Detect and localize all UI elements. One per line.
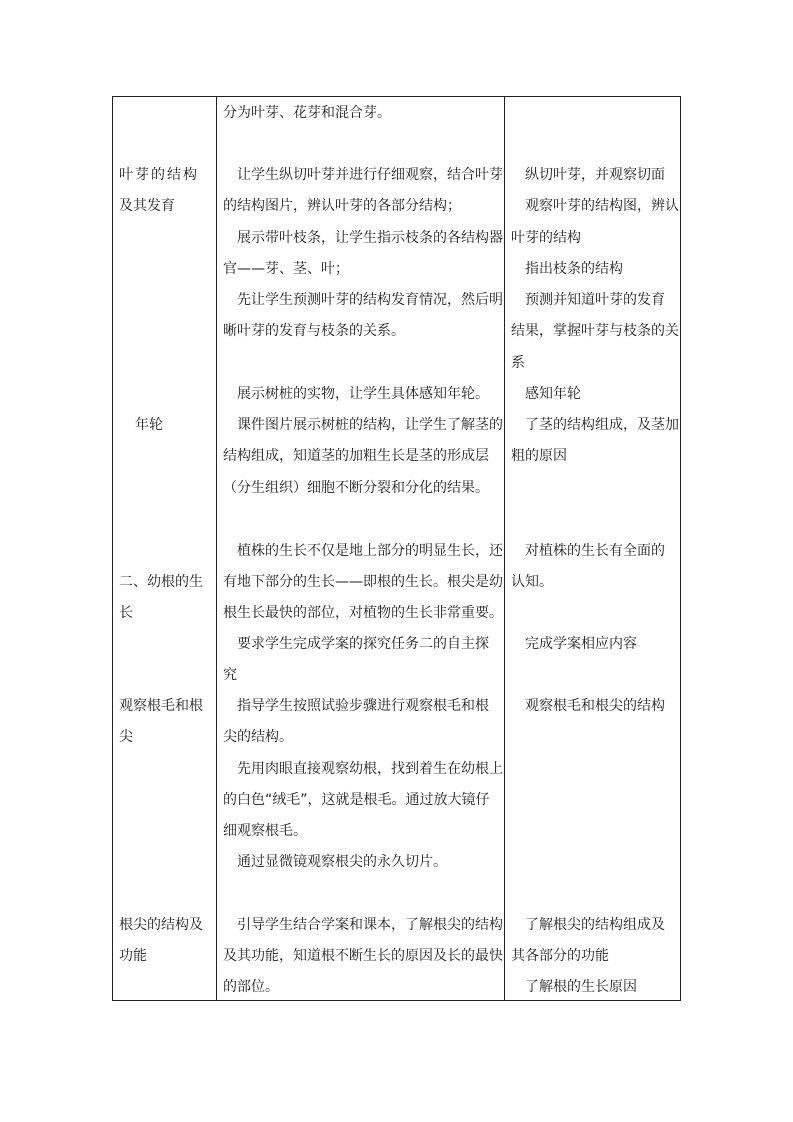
teacher-line: 根生长最快的部位，对植物的生长非常重要。 [223,605,503,621]
student-line: 对植株的生长有全面的 [525,543,665,559]
student-line: 了茎的结构组成，及茎加 [525,417,679,433]
teacher-line: 植株的生长不仅是地上部分的明显生长，还 [237,543,503,559]
teacher-line: 究 [223,667,237,683]
topic-root-tip-function-line-1: 根尖的结构及 [119,917,203,933]
student-line: 粗的原因 [511,448,567,464]
topic-root-growth-line-2: 长 [119,605,133,621]
topic-bud-structure-line-2: 及其发育 [119,198,175,214]
teacher-line: 的结构图片，辨认叶芽的各部分结构； [223,198,461,214]
teacher-line: 官——芽、茎、叶； [223,261,349,277]
teacher-line: 展示树桩的实物，让学生具体感知年轮。 [237,386,489,402]
topic-root-growth-line-1: 二、幼根的生 [119,574,203,590]
student-line: 了解根的生长原因 [525,979,637,995]
student-line: 认知。 [511,574,553,590]
student-line: 系 [511,355,525,371]
teacher-line: 通过显微镜观察根尖的永久切片。 [237,854,447,870]
column-divider-2 [504,97,505,1000]
teacher-line: 展示带叶枝条，让学生指示枝条的各结构器 [237,230,503,246]
teacher-line: 有地下部分的生长——即根的生长。根尖是幼 [223,574,503,590]
column-divider-1 [216,97,217,1000]
teacher-line: （分生组织）细胞不断分裂和分化的结果。 [223,480,489,496]
teacher-line: 指导学生按照试验步骤进行观察根毛和根 [237,698,489,714]
teacher-line: 引导学生结合学案和课本，了解根尖的结构 [237,917,503,933]
teacher-line: 及其功能，知道根不断生长的原因及长的最快 [223,948,503,964]
student-line: 观察叶芽的结构图，辨认 [525,198,679,214]
topic-root-tip-function-line-2: 功能 [119,948,147,964]
teacher-line: 要求学生完成学案的探究任务二的自主探 [237,636,489,652]
topic-observe-root-hair-line-1: 观察根毛和根 [119,698,203,714]
student-line: 感知年轮 [525,386,581,402]
teacher-line: 课件图片展示树桩的结构，让学生了解茎的 [237,417,503,433]
teacher-line: 晰叶芽的发育与枝条的关系。 [223,323,405,339]
teacher-line: 让学生纵切叶芽并进行仔细观察，结合叶芽 [237,167,503,183]
teacher-line: 结构组成，知道茎的加粗生长是茎的形成层 [223,448,489,464]
student-line: 叶芽的结构 [511,230,581,246]
student-line: 预测并知道叶芽的发育 [525,292,665,308]
teacher-line: 先让学生预测叶芽的结构发育情况，然后明 [237,292,503,308]
topic-bud-structure-line-1: 叶芽的结构 [119,167,199,183]
teacher-line: 的白色“绒毛”，这就是根毛。通过放大镜仔 [223,792,490,808]
teacher-line: 先用肉眼直接观察幼根，找到着生在幼根上 [237,761,503,777]
student-line: 完成学案相应内容 [525,636,637,652]
student-line: 了解根尖的结构组成及 [525,917,665,933]
teacher-line: 分为叶芽、花芽和混合芽。 [223,105,391,121]
teacher-line: 细观察根毛。 [223,823,307,839]
student-line: 结果，掌握叶芽与枝条的关 [511,323,679,339]
student-line: 观察根毛和根尖的结构 [525,698,665,714]
topic-observe-root-hair-line-2: 尖 [119,729,133,745]
student-line: 指出枝条的结构 [525,261,623,277]
teacher-line: 的部位。 [223,979,279,995]
student-line: 纵切叶芽，并观察切面 [525,167,665,183]
topic-growth-rings: 年轮 [135,417,163,433]
student-line: 其各部分的功能 [511,948,609,964]
lesson-table [112,96,681,1001]
teacher-line: 尖的结构。 [223,729,293,745]
